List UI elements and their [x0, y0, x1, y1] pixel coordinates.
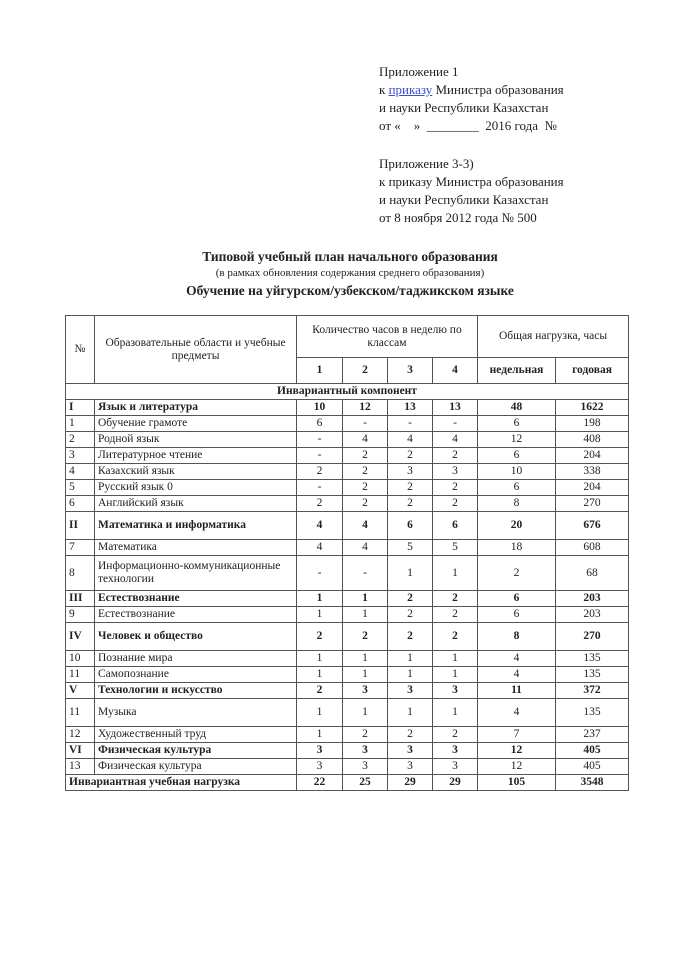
row-grade-4-hours: 13 [433, 400, 478, 416]
row-subject: Литературное чтение [95, 448, 297, 464]
row-subject: Математика [95, 540, 297, 556]
row-yearly-load: 676 [556, 512, 629, 540]
row-yearly-load: 203 [556, 607, 629, 623]
row-number: 7 [66, 540, 95, 556]
row-grade-2-hours: 2 [343, 623, 388, 651]
row-grade-1-hours: 1 [297, 667, 343, 683]
language-title: Обучение на уйгурском/узбекском/таджикском языке [186, 283, 514, 298]
row-grade-2-hours: 2 [343, 496, 388, 512]
row-number: 9 [66, 607, 95, 623]
row-grade-3-hours: 3 [388, 743, 433, 759]
table-row [66, 591, 629, 607]
row-grade-4-hours: 3 [433, 683, 478, 699]
row-grade-4-hours: 3 [433, 759, 478, 775]
row-grade-3-hours: 4 [388, 432, 433, 448]
row-grade-3-hours: 2 [388, 496, 433, 512]
row-yearly-load: 338 [556, 464, 629, 480]
appendix-1-line4: от « » ________ 2016 года № [379, 118, 557, 133]
row-grade-2-hours: 4 [343, 432, 388, 448]
row-yearly-load: 198 [556, 416, 629, 432]
row-grade-2-hours: 1 [343, 699, 388, 727]
row-number: VI [66, 743, 95, 759]
grade-4-header: 4 [433, 358, 478, 384]
appendix-3-header [379, 155, 564, 227]
row-weekly-load: 2 [478, 556, 556, 591]
row-grade-2-hours: 1 [343, 667, 388, 683]
total-yearly: 3548 [556, 775, 629, 791]
row-grade-4-hours: 5 [433, 540, 478, 556]
row-weekly-load: 6 [478, 416, 556, 432]
total-grade-4: 29 [433, 775, 478, 791]
row-yearly-load: 135 [556, 699, 629, 727]
row-grade-3-hours: 5 [388, 540, 433, 556]
row-grade-2-hours: 2 [343, 464, 388, 480]
row-grade-2-hours: 3 [343, 683, 388, 699]
document-titles [60, 248, 640, 300]
row-grade-2-hours: 2 [343, 480, 388, 496]
row-number: 12 [66, 727, 95, 743]
row-grade-3-hours: 2 [388, 480, 433, 496]
row-grade-3-hours: 1 [388, 667, 433, 683]
row-weekly-load: 12 [478, 432, 556, 448]
table-row [66, 759, 629, 775]
row-grade-3-hours: 1 [388, 651, 433, 667]
appendix-1-header [379, 63, 564, 135]
row-grade-4-hours: 2 [433, 448, 478, 464]
table-row [66, 464, 629, 480]
row-grade-2-hours: 3 [343, 743, 388, 759]
row-grade-3-hours: 2 [388, 607, 433, 623]
row-grade-2-hours: 4 [343, 540, 388, 556]
row-weekly-load: 11 [478, 683, 556, 699]
total-label: Инвариантная учебная нагрузка [66, 775, 297, 791]
row-subject: Информационно-коммуникационные технологии [95, 556, 297, 591]
row-number: 10 [66, 651, 95, 667]
row-grade-4-hours: 2 [433, 727, 478, 743]
row-grade-2-hours: 4 [343, 512, 388, 540]
table-row [66, 400, 629, 416]
row-yearly-load: 1622 [556, 400, 629, 416]
row-grade-3-hours: 3 [388, 759, 433, 775]
row-number: IV [66, 623, 95, 651]
row-grade-4-hours: 3 [433, 743, 478, 759]
row-weekly-load: 48 [478, 400, 556, 416]
table-row [66, 727, 629, 743]
row-number: 3 [66, 448, 95, 464]
row-grade-1-hours: 3 [297, 759, 343, 775]
row-number: 2 [66, 432, 95, 448]
row-grade-2-hours: 12 [343, 400, 388, 416]
row-grade-4-hours: 4 [433, 432, 478, 448]
row-grade-1-hours: - [297, 448, 343, 464]
table-row [66, 448, 629, 464]
col-load-header: Общая нагрузка, часы [478, 316, 629, 358]
appendix-1-line1: Приложение 1 [379, 64, 459, 79]
row-subject: Самопознание [95, 667, 297, 683]
row-grade-3-hours: - [388, 416, 433, 432]
row-yearly-load: 135 [556, 667, 629, 683]
table-row [66, 667, 629, 683]
row-weekly-load: 6 [478, 607, 556, 623]
row-grade-4-hours: 6 [433, 512, 478, 540]
table-row [66, 556, 629, 591]
row-subject: Родной язык [95, 432, 297, 448]
row-grade-2-hours: - [343, 416, 388, 432]
row-grade-1-hours: 3 [297, 743, 343, 759]
row-subject: Естествознание [95, 591, 297, 607]
row-number: 6 [66, 496, 95, 512]
row-grade-1-hours: 6 [297, 416, 343, 432]
row-grade-3-hours: 13 [388, 400, 433, 416]
appendix-1-line2 [379, 81, 564, 99]
row-number: 4 [66, 464, 95, 480]
row-weekly-load: 4 [478, 699, 556, 727]
row-subject: Русский язык 0 [95, 480, 297, 496]
row-grade-1-hours: 1 [297, 699, 343, 727]
row-subject: Английский язык [95, 496, 297, 512]
document-title: Типовой учебный план начального образования [202, 249, 498, 264]
row-number: V [66, 683, 95, 699]
row-grade-2-hours: - [343, 556, 388, 591]
row-yearly-load: 237 [556, 727, 629, 743]
row-grade-3-hours: 2 [388, 448, 433, 464]
table-row [66, 607, 629, 623]
row-number: III [66, 591, 95, 607]
row-subject: Казахский язык [95, 464, 297, 480]
row-subject: Музыка [95, 699, 297, 727]
row-weekly-load: 6 [478, 448, 556, 464]
row-subject: Математика и информатика [95, 512, 297, 540]
row-yearly-load: 405 [556, 759, 629, 775]
row-grade-1-hours: - [297, 480, 343, 496]
grade-3-header: 3 [388, 358, 433, 384]
row-grade-1-hours: 1 [297, 651, 343, 667]
row-yearly-load: 203 [556, 591, 629, 607]
row-grade-3-hours: 3 [388, 464, 433, 480]
row-number: 11 [66, 699, 95, 727]
row-grade-3-hours: 2 [388, 591, 433, 607]
row-grade-1-hours: 2 [297, 496, 343, 512]
appendix-3-line2: к приказу Министра образования [379, 174, 564, 189]
table-row [66, 683, 629, 699]
curriculum-table [65, 315, 629, 791]
row-weekly-load: 10 [478, 464, 556, 480]
row-weekly-load: 12 [478, 743, 556, 759]
row-weekly-load: 8 [478, 496, 556, 512]
row-grade-1-hours: 10 [297, 400, 343, 416]
document-subtitle: (в рамках обновления содержания среднего образования) [215, 267, 485, 279]
row-grade-2-hours: 1 [343, 607, 388, 623]
row-grade-3-hours: 3 [388, 683, 433, 699]
row-grade-1-hours: 1 [297, 591, 343, 607]
row-grade-4-hours: 2 [433, 623, 478, 651]
table-row [66, 416, 629, 432]
row-grade-1-hours: 2 [297, 623, 343, 651]
appendix-3-line3: и науки Республики Казахстан [379, 192, 549, 207]
row-grade-2-hours: 1 [343, 591, 388, 607]
row-grade-4-hours: 2 [433, 496, 478, 512]
row-grade-1-hours: 4 [297, 512, 343, 540]
row-grade-1-hours: - [297, 556, 343, 591]
row-weekly-load: 12 [478, 759, 556, 775]
row-weekly-load: 8 [478, 623, 556, 651]
row-number: 11 [66, 667, 95, 683]
row-grade-1-hours: 1 [297, 607, 343, 623]
total-grade-2: 25 [343, 775, 388, 791]
row-yearly-load: 408 [556, 432, 629, 448]
row-number: 5 [66, 480, 95, 496]
row-grade-4-hours: - [433, 416, 478, 432]
table-row [66, 699, 629, 727]
row-number: 8 [66, 556, 95, 591]
row-grade-4-hours: 1 [433, 667, 478, 683]
row-weekly-load: 6 [478, 591, 556, 607]
row-grade-3-hours: 1 [388, 699, 433, 727]
order-link[interactable]: приказу [388, 82, 433, 97]
row-grade-2-hours: 2 [343, 448, 388, 464]
table-row [66, 623, 629, 651]
row-grade-4-hours: 2 [433, 480, 478, 496]
appendix-1-line2-suffix: Министра образования [432, 82, 564, 97]
row-weekly-load: 18 [478, 540, 556, 556]
invariant-component-header: Инвариантный компонент [66, 384, 629, 400]
table-row [66, 743, 629, 759]
row-weekly-load: 4 [478, 651, 556, 667]
appendix-1-line2-prefix: к [379, 82, 389, 97]
row-grade-4-hours: 2 [433, 607, 478, 623]
row-subject: Технологии и искусство [95, 683, 297, 699]
row-yearly-load: 608 [556, 540, 629, 556]
row-subject: Естествознание [95, 607, 297, 623]
load-weekly-header: недельная [478, 358, 556, 384]
row-grade-1-hours: 1 [297, 727, 343, 743]
row-weekly-load: 4 [478, 667, 556, 683]
row-grade-3-hours: 2 [388, 727, 433, 743]
row-subject: Человек и общество [95, 623, 297, 651]
row-yearly-load: 204 [556, 480, 629, 496]
row-grade-1-hours: 2 [297, 464, 343, 480]
row-yearly-load: 204 [556, 448, 629, 464]
row-grade-2-hours: 1 [343, 651, 388, 667]
row-yearly-load: 68 [556, 556, 629, 591]
row-subject: Физическая культура [95, 743, 297, 759]
row-grade-2-hours: 3 [343, 759, 388, 775]
grade-2-header: 2 [343, 358, 388, 384]
total-grade-3: 29 [388, 775, 433, 791]
row-number: 13 [66, 759, 95, 775]
row-weekly-load: 7 [478, 727, 556, 743]
table-row [66, 432, 629, 448]
table-row [66, 651, 629, 667]
col-subjects-header: Образовательные области и учебные предметы [95, 316, 297, 384]
row-grade-4-hours: 3 [433, 464, 478, 480]
row-grade-3-hours: 1 [388, 556, 433, 591]
row-subject: Художественный труд [95, 727, 297, 743]
row-weekly-load: 6 [478, 480, 556, 496]
table-row [66, 512, 629, 540]
total-row [66, 775, 629, 791]
load-yearly-header: годовая [556, 358, 629, 384]
col-hours-header: Количество часов в неделю по классам [297, 316, 478, 358]
row-grade-1-hours: - [297, 432, 343, 448]
table-row [66, 480, 629, 496]
row-yearly-load: 270 [556, 623, 629, 651]
row-yearly-load: 372 [556, 683, 629, 699]
appendix-3-line1: Приложение 3-3) [379, 156, 474, 171]
table-row [66, 540, 629, 556]
row-grade-4-hours: 2 [433, 591, 478, 607]
col-number-header: № [66, 316, 95, 384]
row-subject: Познание мира [95, 651, 297, 667]
row-number: I [66, 400, 95, 416]
row-yearly-load: 135 [556, 651, 629, 667]
row-grade-4-hours: 1 [433, 651, 478, 667]
row-subject: Язык и литература [95, 400, 297, 416]
total-grade-1: 22 [297, 775, 343, 791]
row-number: 1 [66, 416, 95, 432]
row-subject: Обучение грамоте [95, 416, 297, 432]
row-grade-3-hours: 6 [388, 512, 433, 540]
table-row [66, 496, 629, 512]
appendix-3-line4: от 8 ноября 2012 года № 500 [379, 210, 537, 225]
row-grade-2-hours: 2 [343, 727, 388, 743]
row-weekly-load: 20 [478, 512, 556, 540]
row-grade-1-hours: 2 [297, 683, 343, 699]
row-grade-4-hours: 1 [433, 699, 478, 727]
row-yearly-load: 405 [556, 743, 629, 759]
total-weekly: 105 [478, 775, 556, 791]
row-grade-4-hours: 1 [433, 556, 478, 591]
row-number: II [66, 512, 95, 540]
row-subject: Физическая культура [95, 759, 297, 775]
appendix-1-line3: и науки Республики Казахстан [379, 100, 549, 115]
grade-1-header: 1 [297, 358, 343, 384]
row-grade-3-hours: 2 [388, 623, 433, 651]
row-yearly-load: 270 [556, 496, 629, 512]
row-grade-1-hours: 4 [297, 540, 343, 556]
